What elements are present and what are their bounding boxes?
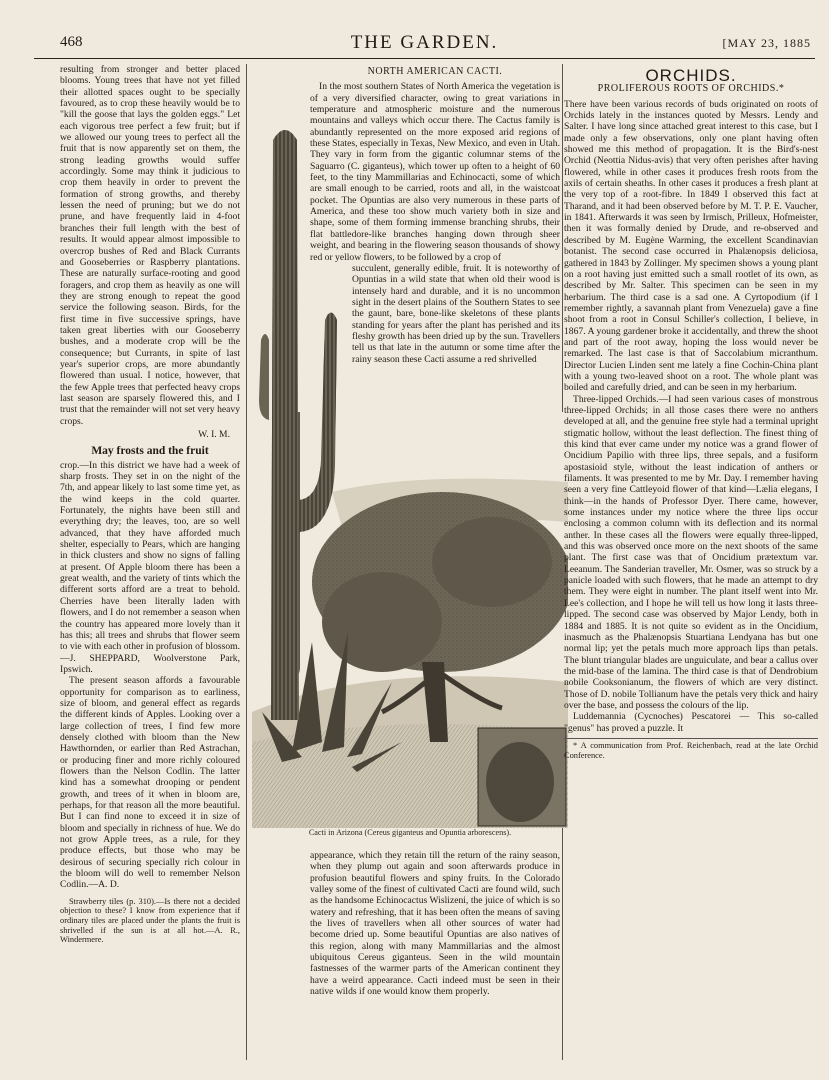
paragraph-apple-bloom: The present season affords a favourable opportunity for comparison as to earliness, size of bloom, and general effect as regards the different kinds of Apples. Looking over a large collection of trees, I find few more densely clothed with bloom than the New Hawthornden, or earlier than Red Astrachan, or producing finer and more richly coloured flowers than the Nelson Codlin. The latter kind has a somewhat drooping or pendent growth, and trees of it when in bloom are, perhaps, for that reason all the more beautiful. But I can find none to exceed it in size of bloom and specially in richness of hue. We do not grow Apple trees, as a rule, for they produce effects, but those who may be desirous of securing specially rich colour in the bloom will do well to remember Nelson Codlin.—A. D. [60,675,240,891]
heading-may-frosts: May frosts and the fruit [91,445,209,458]
heading-proliferous-roots: PROLIFEROUS ROOTS OF ORCHIDS.* [597,83,785,95]
paragraph-fruit-crops: resulting from stronger and better placed blooms. Young trees that have not yet filled their allotted spaces ought to be specially favoured, as to crop these heavily would be to "kill the goose that lays the golden eggs." Let each vigorous tree perfect a few fruit; but if we allowed our young trees to perfect all the fruit that is now apparently set on them, the strong leading growths would suffer accordingly. Some may think it judicious to crop them heavily in order to prevent the formation of strong growths, and thereby lessen the need of pruning; but we do not prune, and have frequently laid in 4-foot branches their full length with the best of results. It would appear almost impossible to overcrop bushes of Red and Black Currants and Gooseberries or Raspberry plantations. These are naturally surface-rooting and good foragers, and crop them as heavily as one will they are strong enough to repeat the good service the following season. Birds, for the first time in five successive springs, have taken great liberties with our Gooseberry bushes, and a moderate crop will be the consequence; but Currants, in spite of last year's superior crops, are more abundantly flowered than usual. I notice, however, that the few Apple trees that perfected heavy crops last season are sparsely flowered this, and I trust that the remainder will not set very heavy crops. [60,64,240,427]
illustration-caption: Cacti in Arizona (Cereus giganteus and Opuntia arborescens). [308,828,512,837]
paragraph-luddemannia: Luddemannia (Cycnoches) Pescatorei — This so-called "genus" has proved a puzzle. It [564,711,818,734]
paragraph-cacti-intro: In the most southern States of North America the vegetation is of a very diversified character, owing to great variations in temperature and atmospheric moisture and the numerous mountains and valleys which occur there. The Cactus family is abundantly represented on the more exposed arid regions of these States, especially in Texas, New Mexico, and even in Utah. They vary in form from the gigantic columnar stems of the Saguarro (C. giganteus), which tower up often to a height of 60 feet, to the tiny Mammillarias and Echinocacti, some of which are small enough to be carried, roots and all, in the waistcoat pocket. The Opuntias are also very numerous in these parts of America, and these too show much variety both in size and shape, some of them forming immense branching shrubs, their flat battledore-like branches hanging down through sheer weight, and bearing in the flowering season thousands of showy red or yellow flowers, to be followed by a crop of [310,81,560,263]
column-left [60,64,240,1060]
column-rule-1 [246,64,247,1060]
journal-title: THE GARDEN. [350,32,499,53]
paragraph-opuntias: succulent, generally edible, fruit. It is noteworthy of Opuntias in a wild state that when old their wood is intensely hard and durable, and it is no uncommon sight in the desert plains of the Southern States to see the gaunt, bare, bone-like skeletons of these plants standing for years after the plant has perished and its fleshy growth has been dried up by the sun. Travellers tell us that late in the autumn or some time after the rainy season these Cacti assume a red shrivelled [352,262,560,365]
paragraph-three-lipped-orchids: Three-lipped Orchids.—I had seen various cases of monstrous three-lipped Orchids; in all those cases there were no anthers developed at all, and the genuine free style had a terminal upright stigmatic hollow, without the least deflection. The finest thing of this kind that ever came under my notice was a grand flower of Oncidium Papilio with three lips, three sepals, and a fusiform apostasioid style, without the least indication of anthers or filaments. It was presented to me by Mr. Day. I remember having seen a very fine Cattleyoid flower of that kind—Lælia elegans, I think—in the hands of Professor Dyer. There came, however, some instances under my notice where the three lips occur enclosing a common column with its deflection and its normal anther. In these cases all the flowers were equally three-lipped, and this was observed once more on the next shoots of the same plant. The first case was that of Oncidium prætextum var. Leeanum. The Sanderian traveller, Mr. Osmer, was so struck by a panicle loaded with such flowers, that he made an attempt to dry them. They were eight in number. The plant itself went into Mr. Lee's collection, and I hope he will tell us how long it lasts three-lipped. The second case was observed by Major Lendy, both in 1884 and 1885. It is not quite so evident as in the Oncidium, inasmuch as the Phalænopsis Stuartiana Lendyana has but one normal lip; yet the petals much more approach lips than petals. The blunt triangular blades are unguiculate, and bear a callus over the mid-base of the lamina. The third case is that of Dendrobium nobile Cooksonianum, the flowers of which are very distinct. Those of D. nobile Tollianum have the petals very thick and hairy over the base, and possess the colours of the lip. [564,393,818,711]
paragraph-may-frosts: crop.—In this district we have had a week of sharp frosts. They set in on the night of the 7th, and appear likely to last some time yet, as the wind keeps in the cold quarter. Fortunately, the nights have been still and everything dry; the leaves, too, are so well advanced, that they have afforded much shelter, especially to Pears, which are hanging in thick clusters and show no signs of falling at present. Of Apple bloom there has been a great wealth, and the variety of tints which the different sorts afford are a treat to behold. Cherries have been literally laden with flowers, and I do not remember a season when the country has appeared more lovely than it has this; all trees and shrubs that flower seem to vie with each other in profusion of blossom.—J. SHEPPARD, Woolverstone Park, Ipswich. [60,459,240,675]
footnote-reichenbach: * A communication from Prof. Reichenbach, read at the late Orchid Conference. [564,738,818,760]
issue-date: [MAY 23, 1885 [722,36,811,50]
paragraph-proliferous-roots: There have been various records of buds originated on roots of Orchids lately in the instances quoted by Messrs. Lendy and Salter. I have long since attached great interest to this case, but I made only a few observations, only one plant having often showed me this method of propagation. It is the Bird's-nest Orchid (Neottia Nidus-avis) that very often perishes after having flowered, while in other cases it produces fresh roots from the axils of certain sheaths. In other cases it produces a fresh plant at the very top of a root-fibre. In 1849 I observed this fact at Tharand, and it had been observed before by M. T. P. E. Vaucher, in 1841. Afterwards it was seen by Irmisch, Prilleux, Hofmeister, then it was formally denied by Drude, and re-observed and described by M. Eugène Warming, the excellent Scandinavian botanist. The second case occurred in Phalænopsis deliciosa, gathered in 1843 by Zollinger. My specimen shows a young plant on a root having just emitted such a small rootlet of its own, as described by Mr. Salter. This specimen can be seen in my herbarium. The third case is a sad one. A Cyrtopodium (if I remember rightly, a savannah plant from Venezuela) gave a fine shoot from a root in Consul Schiller's collection, I believe, in 1867. A young gardener broke it accidentally, and threw the shoot and part of the root away, hoping the loss would never be remarked. The last case is that of Saccolabium micranthum. Director Lucien Linden sent me lately a fine Cochin-China plant with a young two-leaved shoot on a root. The whole plant was boiled and carefully dried, and can be seen in my herbarium. [564,98,818,394]
small-cactus-inset [478,728,566,826]
column-right [564,64,818,1060]
heading-north-american-cacti: NORTH AMERICAN CACTI. [367,66,503,77]
saguaro-cactus [255,120,345,720]
paragraph-cacti-appearance: appearance, which they retain till the return of the rainy season, when they plump out again and soon afterwards produce in profusion beautiful flowers and spiny fruits. In the Colorado valley some of the finest of cultivated Cacti are found wild, such as the handsome Echinocactus Wislizeni, the juice of which is so watery and refreshing, that it has been often the means of saving the lives of travellers when all other sources of water had become dried up. Some beautiful Opuntias are also natives of this region, along with many Mammillarias and the almost ubiquitous Cereus giganteus. Seen in the wild mountain fastnesses of the warmer parts of the American continent they have a weird appearance. Cacti indeed must be seen in their native wilds if one would know them properly. [310,850,560,998]
heading-orchids: ORCHIDS. [645,66,737,85]
paragraph-strawberry-tiles: Strawberry tiles (p. 310).—Is there not a decided objection to these? I know from experience that if ordinary tiles are placed under the plants the fruit is shrivelled if the sun is at all hot.—A. R., Windermere. [60,896,240,945]
page-header [34,30,815,59]
signature-wim: W. I. M. [198,429,230,440]
page-number: 468 [60,34,83,50]
